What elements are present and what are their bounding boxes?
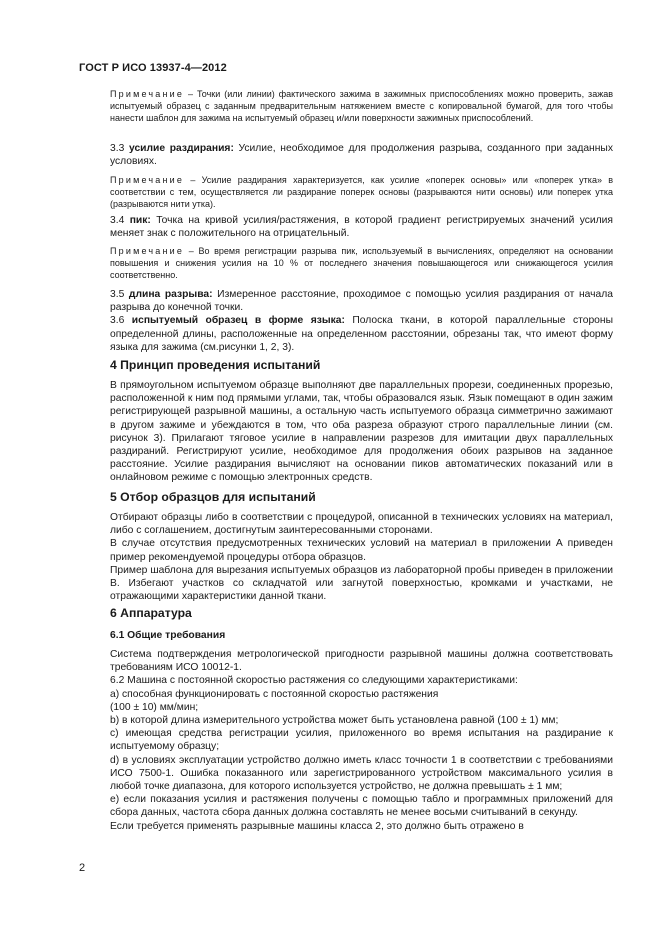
definition-3-3 bbox=[79, 142, 613, 168]
list-item-b: b) в которой длина измерительного устройства может быть установлена равной (100 ± 1) мм; bbox=[110, 715, 559, 727]
definition-3-4 bbox=[79, 214, 613, 240]
note-text: – Усилие раздирания характеризуется, как усилие «поперек основы» или «поперек утка» в соответствии с тем, осуществляется ли раздирание поперек основы (разрываются нити основы) или поперек утка (разрываются нити утка). bbox=[110, 175, 613, 209]
definition-3-5 bbox=[79, 288, 613, 354]
section-6-title: 6 Аппаратура bbox=[110, 606, 192, 620]
definition-text: Усилие, необходимое для продолжения разрыва, созданного при заданных условиях. bbox=[110, 143, 613, 168]
document-header: ГОСТ Р ИСО 13937-4—2012 bbox=[79, 62, 227, 74]
section-5-paragraph-2: В случае отсутствия предусмотренных технических условий на материал в приложении А приведен пример рекомендуемой процедуры отбора образцов. bbox=[110, 538, 613, 563]
section-6-text bbox=[79, 648, 613, 833]
note-label: Примечание bbox=[110, 89, 185, 99]
section-5-title: 5 Отбор образцов для испытаний bbox=[110, 490, 316, 504]
definition-term: длина разрыва: bbox=[128, 289, 213, 300]
definition-number: 3.3 bbox=[110, 143, 129, 154]
section-5-paragraph-1: Отбирают образцы либо в соответствии с процедурой, описанной в технических условиях на материал, либо с соглашением, достигнутым заинтересованными сторонами. bbox=[110, 512, 613, 537]
definition-text: Полоска ткани, в которой параллельные стороны определенной длины, расположенные на определенном расстоянии, обрезаны так, что имеют форму языка для зажима (см.рисунки 1, 2, 3). bbox=[110, 315, 613, 353]
note-text: – Во время регистрации разрыва пик, используемый в вычислениях, определяют на основании повышения и снижения усилия на 10 % от последнего значения повышающегося или снижающегося усилия соответственно. bbox=[110, 246, 613, 280]
note-label: Примечание bbox=[110, 175, 185, 185]
continuation-paragraph: Если требуется применять разрывные машины класса 2, это должно быть отражено в bbox=[110, 820, 524, 832]
list-item-c: c) имеющая средства регистрации усилия, приложенного во время испытания на раздирание к испытуемому образцу; bbox=[110, 728, 613, 753]
definition-term: пик: bbox=[129, 215, 151, 226]
list-item-d: d) в условиях эксплуатации устройство должно иметь класс точности 1 в соответствии с требованиями ИСО 7500-1. Ошибка показанного или зарегистрированного устройством максимального усилия в любой точке диапазона, для которого используется устройство, не должна превышать ± 1 мм; bbox=[110, 754, 613, 793]
note-3 bbox=[79, 245, 613, 281]
list-item-e: е) если показания усилия и растяжения получены с помощью табло и программных приложений для сбора данных, частота сбора данных должна составлять не менее восьми считываний в секунду. bbox=[110, 794, 613, 819]
note-label: Примечание bbox=[110, 246, 185, 256]
definition-text: Точка на кривой усилия/растяжения, в которой градиент регистрируемых значений усилия меняет знак с положительного на отрицательный. bbox=[110, 215, 613, 240]
section-4-paragraph: В прямоугольном испытуемом образце выполняют две параллельных прорези, соединенных прорезью, расположенной к ним под прямыми углами, так, чтобы образовался язык. Язык помещают в один зажим регистрирующей разрывной машины, а остальную часть испытуемого образца симметрично зажимают в другом зажиме и убеждаются в том, что оба разреза образуют строго параллельные линии (см. рисунок 3). Прилагают тяговое усилие в направлении разрезов для имитации двух параллельных раздираний. Регистрируют усилие, необходимое для продолжения обоих разрывов на заданное расстояние. Усилие раздирания вычисляют на основании пиков автоматических показаний или в онлайновом режиме с помощью электронных средств. bbox=[110, 380, 613, 484]
section-6-2-paragraph: 6.2 Машина с постоянной скоростью растяжения со следующими характеристиками: bbox=[110, 675, 518, 687]
section-4-title: 4 Принцип проведения испытаний bbox=[110, 358, 321, 372]
list-item-a: а) способная функционировать с постоянной скоростью растяжения bbox=[110, 688, 439, 700]
section-4-text bbox=[79, 379, 613, 485]
note-text: – Точки (или линии) фактического зажима в зажимных приспособлениях можно проверить, зажав испытуемый образец с заданным предварительным натяжением вместе с копировальной бумагой, для того чтобы нанести шаблон для зажима на испытуемый образец и/или поверхности зажимных приспособлений. bbox=[110, 89, 613, 123]
section-5-paragraph-3: Пример шаблона для вырезания испытуемых образцов из лабораторной пробы приведен в приложении В. Избегают участков со складчатой или загнутой поверхностью, кромками и участками, не отражающими характеристики данной ткани. bbox=[110, 564, 613, 603]
list-item-a-continued: (100 ± 10) мм/мин; bbox=[110, 701, 199, 713]
definition-number: 3.6 bbox=[110, 315, 132, 327]
note-1 bbox=[79, 88, 613, 124]
page-number: 2 bbox=[79, 862, 86, 874]
section-6-1-paragraph: Система подтверждения метрологической пригодности разрывной машины должна соответствовать требованиям ИСО 10012-1. bbox=[110, 649, 613, 674]
definition-number: 3.4 bbox=[110, 215, 130, 226]
section-5-text bbox=[79, 511, 613, 603]
section-6-1-title: 6.1 Общие требования bbox=[110, 630, 226, 641]
definition-text: Измеренное расстояние, проходимое с помощью усилия раздирания от начала разрыва до конечной точки. bbox=[110, 289, 613, 314]
definition-term: усилие раздирания: bbox=[128, 143, 234, 154]
note-2 bbox=[79, 174, 613, 210]
definition-term: испытуемый образец в форме языка: bbox=[131, 315, 345, 327]
definition-number: 3.5 bbox=[110, 289, 129, 300]
